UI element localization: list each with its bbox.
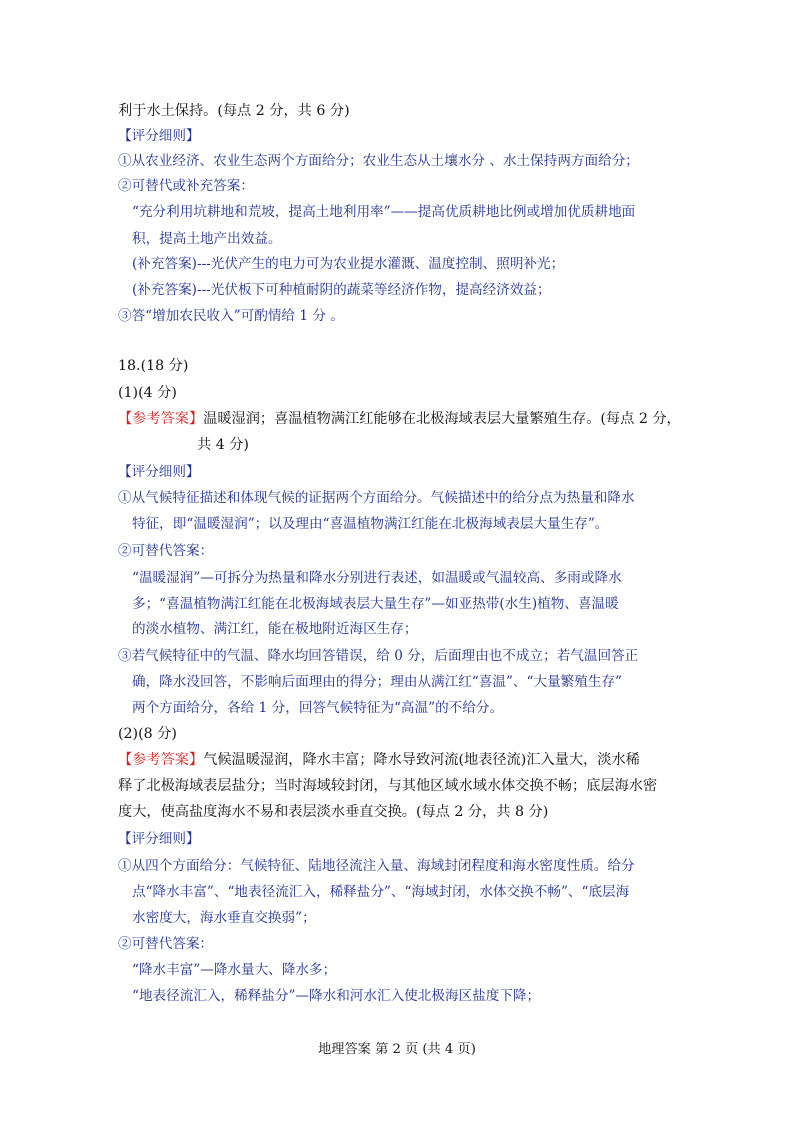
section-header: 【评分细则】 — [118, 464, 200, 480]
text-line: ③若气候特征中的气温、降水均回答错误，给 0 分，后面理由也不成立；若气温回答正 — [118, 648, 639, 664]
text-line: 水密度大，海水垂直交换弱”； — [132, 910, 316, 926]
reference-answer-label: 【参考答案】 — [118, 411, 204, 427]
reference-answer: 【参考答案】气候温暖湿润，降水丰富；降水导致河流(地表径流)汇入量大，淡水稀 — [118, 752, 640, 768]
text-line: (补充答案)---光伏板下可种植耐阴的蔬菜等经济作物，提高经济效益； — [132, 282, 551, 298]
text-line: ①从农业经济、农业生态两个方面给分；农业生态从土壤水分 、水土保持两方面给分； — [118, 153, 639, 169]
text-line: “温暖湿润”—可拆分为热量和降水分别进行表述，如温暖或气温较高、多雨或降水 — [132, 570, 622, 586]
text-line: 的淡水植物、满江红，能在极地附近海区生存； — [132, 621, 418, 637]
text-line: (补充答案)---光伏产生的电力可为农业提水灌溉、温度控制、照明补光； — [132, 256, 565, 272]
text-line: ③答“增加农民收入”可酌情给 1 分 。 — [118, 308, 344, 324]
subquestion-number: (1)(4 分) — [118, 385, 177, 401]
text-line: “充分利用坑耕地和荒坡，提高土地利用率”——提高优质耕地比例或增加优质耕地面 — [132, 204, 636, 220]
text-line: “降水丰富”—降水量大、降水多； — [132, 962, 337, 978]
text-line: 度大，使高盐度海水不易和表层淡水垂直交换。(每点 2 分，共 8 分) — [118, 804, 549, 820]
text-line: 积，提高土地产出效益。 — [132, 231, 282, 247]
text-line: 两个方面给分，各给 1 分，回答气候特征为“高温”的不给分。 — [132, 700, 504, 716]
text-line: ②可替代或补充答案： — [118, 178, 254, 194]
reference-answer: 【参考答案】温暖湿润；喜温植物满江红能够在北极海域表层大量繁殖生存。(每点 2 分， — [118, 411, 681, 427]
text-line: 点“降水丰富”、“地表径流汇入，稀释盐分”、“海域封闭，水体交换不畅”、“底层海 — [132, 884, 630, 900]
subquestion-number: (2)(8 分) — [118, 726, 177, 742]
text-line: “地表径流汇入，稀释盐分”—降水和河水汇入使北极海区盐度下降； — [132, 988, 541, 1004]
text-line: 多；“喜温植物满江红能在北极海域表层大量生存”—如亚热带(水生)植物、喜温暖 — [132, 596, 619, 612]
text-line: 确，降水没回答，不影响后面理由的得分；理由从满江红“喜温”、“大量繁殖生存” — [132, 674, 622, 690]
reference-answer-label: 【参考答案】 — [118, 752, 204, 768]
text-line: 释了北极海域表层盐分；当时海域较封闭，与其他区域水域水体交换不畅；底层海水密 — [118, 778, 658, 794]
page-footer: 地理答案 第 2 页 (共 4 页) — [318, 1042, 476, 1057]
text-line: 特征，即“温暖湿润”；以及理由“喜温植物满江红能在北极海域表层大量生存”。 — [132, 516, 609, 532]
section-header: 【评分细则】 — [118, 831, 200, 847]
text-line: 共 4 分) — [197, 437, 249, 453]
question-number: 18.(18 分) — [118, 358, 189, 374]
text-line: 利于水土保持。(每点 2 分，共 6 分) — [118, 103, 350, 119]
text-line: ①从四个方面给分：气候特征、陆地径流注入量、海域封闭程度和海水密度性质。给分 — [118, 858, 635, 874]
text-line: ①从气候特征描述和体现气候的证据两个方面给分。气候描述中的给分点为热量和降水 — [118, 490, 635, 506]
section-header: 【评分细则】 — [118, 128, 200, 144]
text-line: ②可替代答案： — [118, 936, 214, 952]
text-line: ②可替代答案： — [118, 543, 214, 559]
